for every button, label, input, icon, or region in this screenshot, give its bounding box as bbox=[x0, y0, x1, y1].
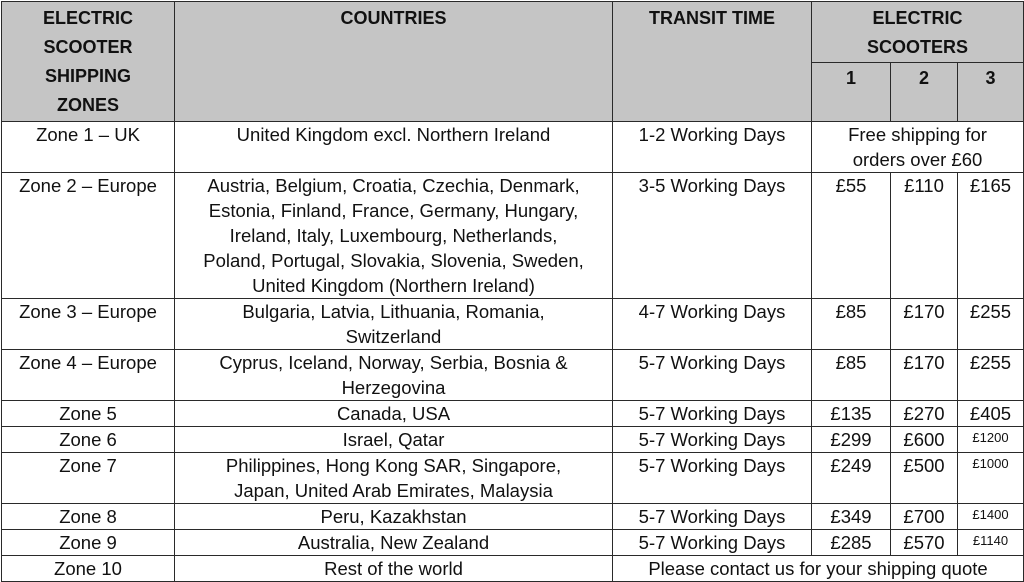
transit-cell: 3-5 Working Days bbox=[613, 173, 812, 299]
zone-cell: Zone 6 bbox=[2, 427, 175, 453]
countries-cell bbox=[175, 530, 613, 556]
countries-cell bbox=[175, 173, 613, 299]
transit-cell: 1-2 Working Days bbox=[613, 122, 812, 173]
free-shipping-line: orders over £60 bbox=[852, 149, 983, 170]
price-3-cell: £1200 bbox=[958, 427, 1024, 453]
price-2-cell: £570 bbox=[891, 530, 958, 556]
price-2-cell: £700 bbox=[891, 504, 958, 530]
price-1-cell: £85 bbox=[812, 299, 891, 350]
price-3-cell: £255 bbox=[958, 350, 1024, 401]
countries-line: Bulgaria, Latvia, Lithuania, Romania, bbox=[242, 301, 545, 322]
shipping-zones-table bbox=[1, 1, 1024, 582]
countries-line: United Kingdom excl. Northern Ireland bbox=[236, 124, 551, 145]
zone-cell: Zone 1 – UK bbox=[2, 122, 175, 173]
transit-cell: 5-7 Working Days bbox=[613, 427, 812, 453]
table-body bbox=[2, 122, 1024, 582]
transit-cell: 5-7 Working Days bbox=[613, 504, 812, 530]
header-zones bbox=[2, 2, 175, 122]
price-1-cell: £55 bbox=[812, 173, 891, 299]
countries-line: Poland, Portugal, Slovakia, Slovenia, Sweden, bbox=[203, 250, 584, 271]
price-3-cell: £1400 bbox=[958, 504, 1024, 530]
header-scooters-line: SCOOTERS bbox=[867, 37, 969, 57]
header-countries: COUNTRIES bbox=[175, 2, 613, 122]
countries-line: Canada, USA bbox=[336, 403, 451, 424]
price-1-cell: £85 bbox=[812, 350, 891, 401]
countries-cell bbox=[175, 401, 613, 427]
header-electric-scooters bbox=[812, 2, 1024, 63]
zone-cell: Zone 4 – Europe bbox=[2, 350, 175, 401]
transit-cell: 5-7 Working Days bbox=[613, 401, 812, 427]
price-1-cell: £299 bbox=[812, 427, 891, 453]
price-2-cell: £500 bbox=[891, 453, 958, 504]
table-row bbox=[2, 427, 1024, 453]
table-row bbox=[2, 350, 1024, 401]
price-3-cell: £165 bbox=[958, 173, 1024, 299]
price-3-cell: £255 bbox=[958, 299, 1024, 350]
price-2-cell: £600 bbox=[891, 427, 958, 453]
transit-cell: 5-7 Working Days bbox=[613, 453, 812, 504]
countries-line: Estonia, Finland, France, Germany, Hungary, bbox=[208, 200, 579, 221]
price-3-cell: £1000 bbox=[958, 453, 1024, 504]
countries-cell bbox=[175, 350, 613, 401]
table-row bbox=[2, 173, 1024, 299]
countries-line: Japan, United Arab Emirates, Malaysia bbox=[234, 480, 553, 501]
header-zones-line: ELECTRIC bbox=[43, 8, 133, 28]
header-qty-2: 2 bbox=[891, 63, 958, 122]
table-row bbox=[2, 401, 1024, 427]
countries-line: Australia, New Zealand bbox=[297, 532, 490, 553]
countries-cell bbox=[175, 122, 613, 173]
table-row bbox=[2, 122, 1024, 173]
countries-cell bbox=[175, 299, 613, 350]
table-row bbox=[2, 453, 1024, 504]
countries-line: Israel, Qatar bbox=[342, 429, 445, 450]
price-3-cell: £1140 bbox=[958, 530, 1024, 556]
countries-cell bbox=[175, 427, 613, 453]
zone-cell: Zone 7 bbox=[2, 453, 175, 504]
countries-line: Austria, Belgium, Croatia, Czechia, Denmark, bbox=[207, 175, 580, 196]
countries-line: Cyprus, Iceland, Norway, Serbia, Bosnia & bbox=[219, 352, 568, 373]
header-qty-3: 3 bbox=[958, 63, 1024, 122]
countries-line: Philippines, Hong Kong SAR, Singapore, bbox=[225, 455, 562, 476]
contact-quote-cell: Please contact us for your shipping quote bbox=[613, 556, 1024, 582]
price-1-cell: £349 bbox=[812, 504, 891, 530]
price-2-cell: £110 bbox=[891, 173, 958, 299]
zone-cell: Zone 9 bbox=[2, 530, 175, 556]
transit-cell: 5-7 Working Days bbox=[613, 530, 812, 556]
price-2-cell: £170 bbox=[891, 299, 958, 350]
zone-cell: Zone 3 – Europe bbox=[2, 299, 175, 350]
zone-cell: Zone 8 bbox=[2, 504, 175, 530]
countries-line: United Kingdom (Northern Ireland) bbox=[252, 275, 535, 296]
countries-line: Switzerland bbox=[345, 326, 442, 347]
countries-cell bbox=[175, 556, 613, 582]
price-2-cell: £270 bbox=[891, 401, 958, 427]
header-scooters-line: ELECTRIC bbox=[872, 8, 963, 28]
transit-cell: 4-7 Working Days bbox=[613, 299, 812, 350]
zone-cell: Zone 10 bbox=[2, 556, 175, 582]
zone-cell: Zone 5 bbox=[2, 401, 175, 427]
countries-line: Ireland, Italy, Luxembourg, Netherlands, bbox=[229, 225, 558, 246]
price-1-cell: £285 bbox=[812, 530, 891, 556]
countries-cell bbox=[175, 453, 613, 504]
free-shipping-line: Free shipping for bbox=[848, 124, 987, 145]
price-1-cell: £135 bbox=[812, 401, 891, 427]
table-row bbox=[2, 299, 1024, 350]
zone-cell: Zone 2 – Europe bbox=[2, 173, 175, 299]
countries-cell bbox=[175, 504, 613, 530]
table-header bbox=[2, 2, 1024, 122]
countries-line: Peru, Kazakhstan bbox=[320, 506, 467, 527]
header-qty-1: 1 bbox=[812, 63, 891, 122]
table-row bbox=[2, 530, 1024, 556]
price-3-cell: £405 bbox=[958, 401, 1024, 427]
header-zones-line: SCOOTER bbox=[43, 37, 133, 57]
transit-cell: 5-7 Working Days bbox=[613, 350, 812, 401]
price-1-cell: £249 bbox=[812, 453, 891, 504]
table-row bbox=[2, 504, 1024, 530]
countries-line: Rest of the world bbox=[324, 558, 463, 579]
header-zones-line: ZONES bbox=[56, 95, 119, 115]
price-2-cell: £170 bbox=[891, 350, 958, 401]
table-row bbox=[2, 556, 1024, 582]
header-zones-line: SHIPPING bbox=[44, 66, 132, 86]
header-transit-time: TRANSIT TIME bbox=[613, 2, 812, 122]
countries-line: Herzegovina bbox=[341, 377, 446, 398]
free-shipping-cell bbox=[812, 122, 1024, 173]
